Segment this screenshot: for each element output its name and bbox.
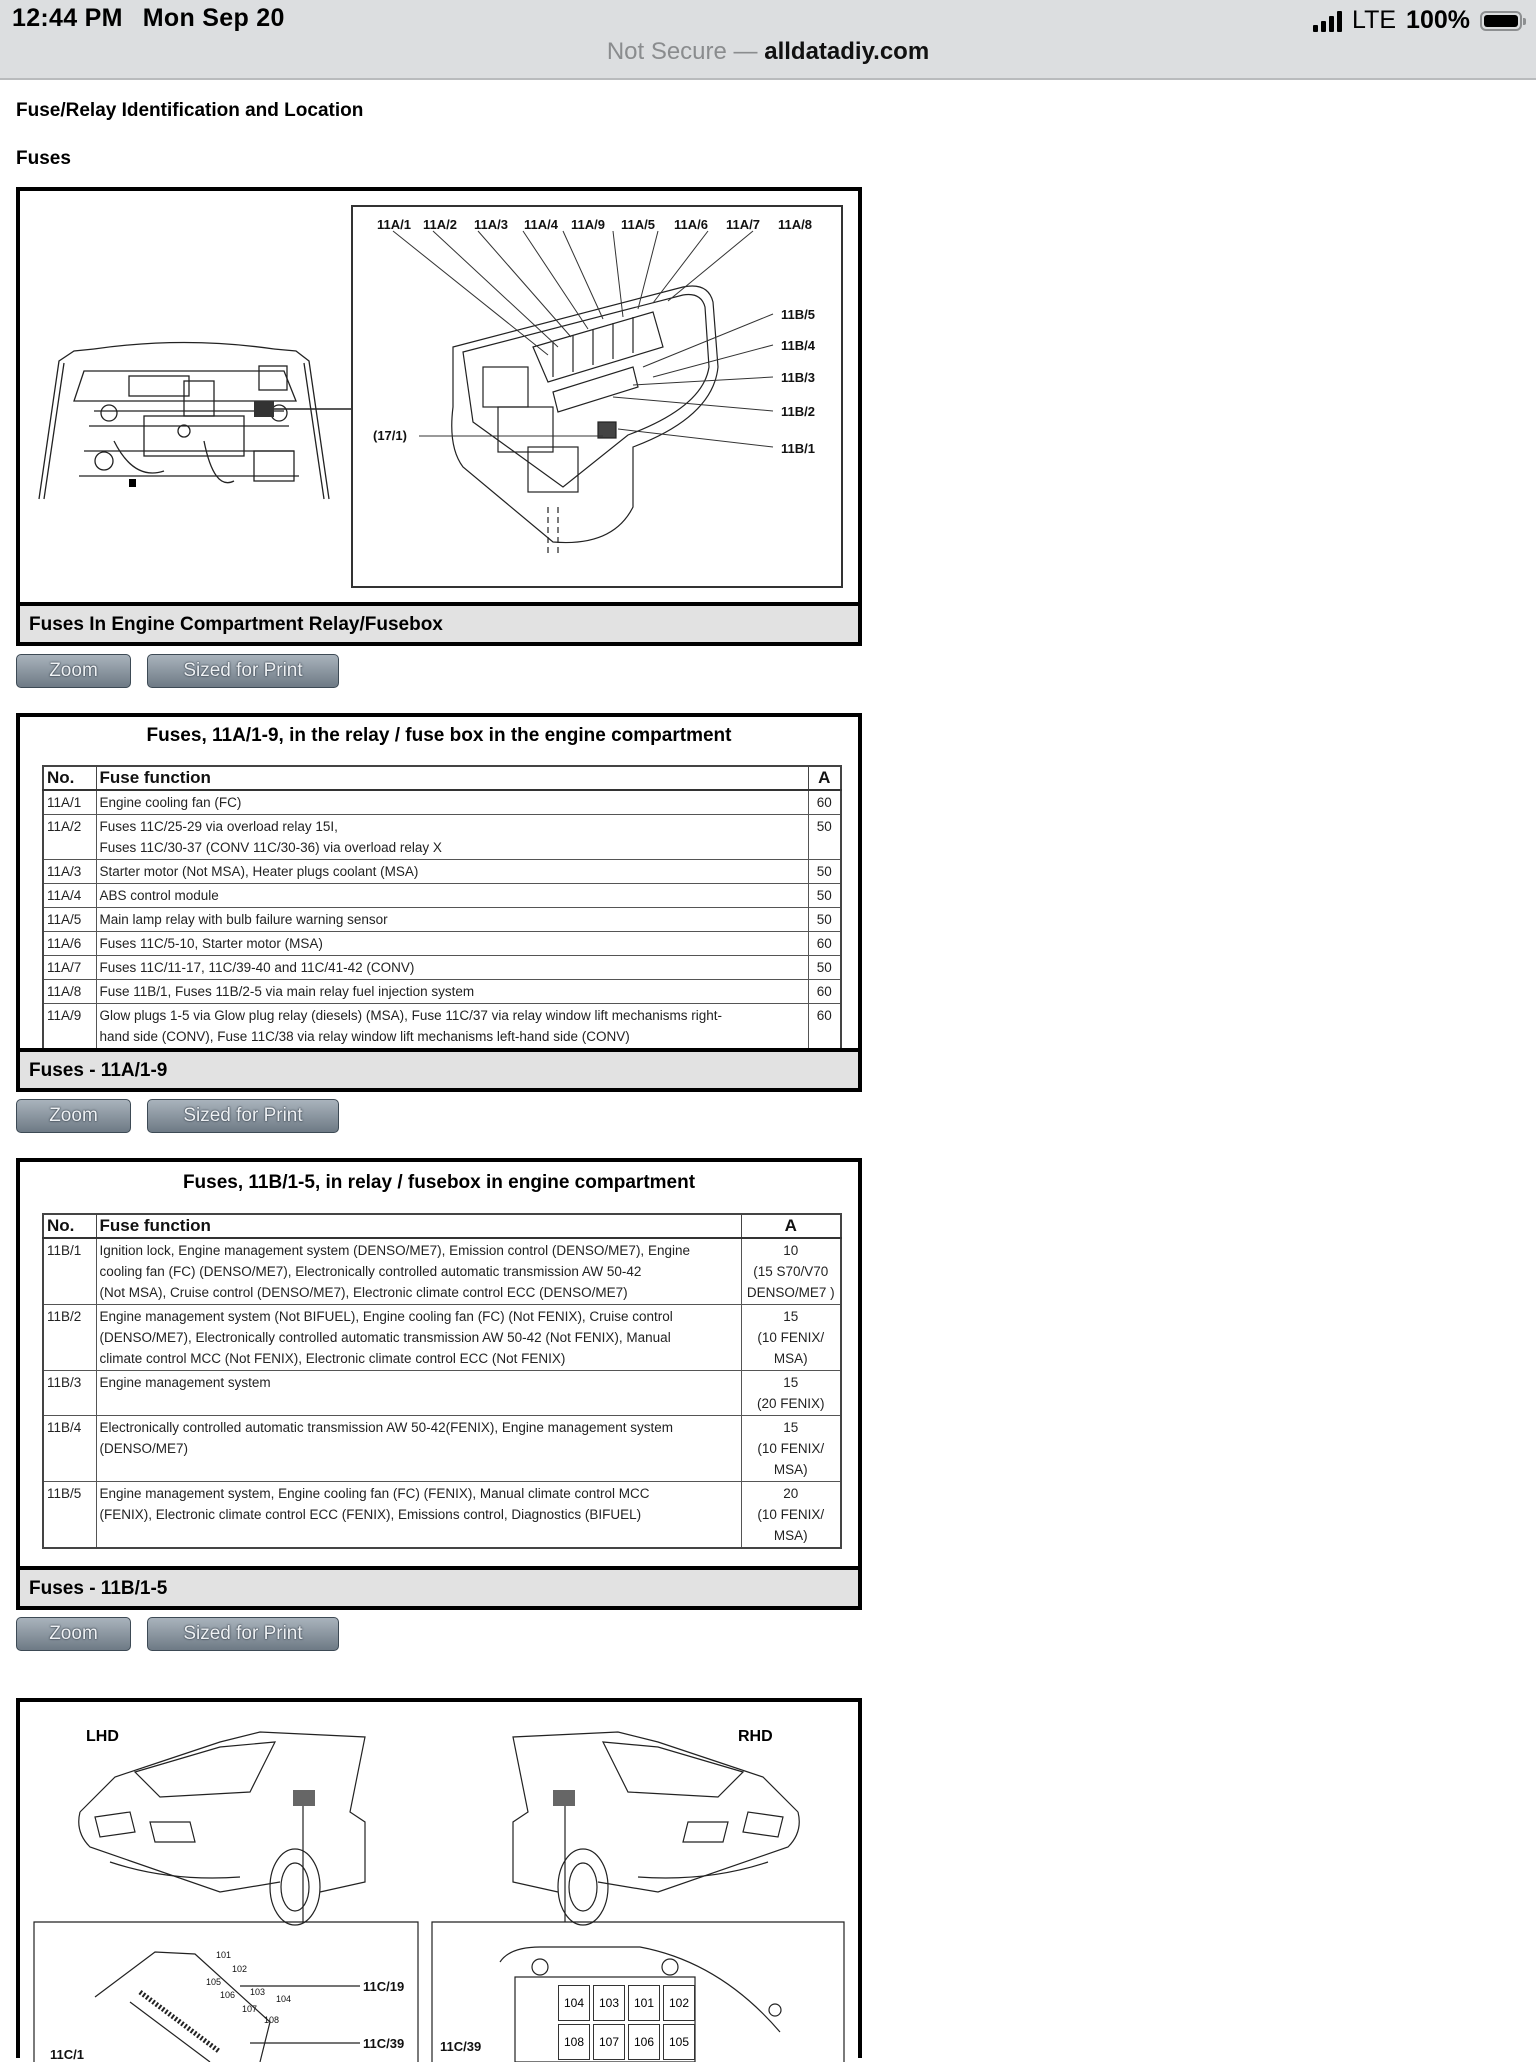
label-11c-1: 11C/1 — [50, 2047, 84, 2062]
fuse-number: 11A/4 — [43, 884, 96, 908]
fuse-number: 11B/5 — [43, 1482, 96, 1549]
fuse-function: Engine cooling fan (FC) — [96, 790, 808, 815]
fuse-amperage: 20 (10 FENIX/ MSA) — [741, 1482, 841, 1549]
figure-fuses-11b — [16, 1158, 862, 1610]
table-row — [43, 815, 841, 860]
fuse-function: Electronically controlled automatic transmission AW 50-42(FENIX), Engine management system (DENSO/ME7) — [96, 1416, 741, 1482]
label-11b-2: 11B/2 — [781, 404, 815, 419]
zoom-button[interactable]: Zoom — [16, 1617, 131, 1651]
figure-fuses-11a — [16, 713, 862, 1092]
header-amps: A — [808, 766, 841, 790]
table-header — [43, 766, 841, 790]
section-title: Fuses — [16, 148, 71, 169]
fuse-number: 11A/7 — [43, 956, 96, 980]
label-11a-1: 11A/1 — [377, 217, 411, 232]
fuse-amperage: 60 — [808, 932, 841, 956]
battery-percent: 100% — [1406, 6, 1470, 34]
label-relay-17-1: (17/1) — [373, 428, 407, 443]
fuse-amperage: 60 — [808, 790, 841, 815]
table-row — [43, 1371, 841, 1416]
fuse-function: Fuses 11C/11-17, 11C/39-40 and 11C/41-42 (CONV) — [96, 956, 808, 980]
status-indicators — [1313, 6, 1522, 35]
rhd-relay: 104 — [558, 1985, 590, 2021]
rhd-relay: 107 — [593, 2024, 625, 2060]
label-11c-39-lhd: 11C/39 — [363, 2036, 405, 2051]
fuse-number: 11B/4 — [43, 1416, 96, 1482]
fuse-function: Ignition lock, Engine management system (DENSO/ME7), Emission control (DENSO/ME7), Engine cooling fan (FC) (DENSO/ME7), Electronically controlled automatic transmission AW 50-42 (Not MSA), Cruise control (DENSO/ME7), Electronic climate control ECC (DENSO/ME7) — [96, 1238, 741, 1305]
label-11a-9: 11A/9 — [571, 217, 605, 232]
battery-icon — [1480, 11, 1522, 31]
label-11b-1: 11B/1 — [781, 441, 815, 456]
label-11a-6: 11A/6 — [674, 217, 708, 232]
header-amps: A — [741, 1214, 841, 1238]
rhd-relay: 105 — [663, 2024, 695, 2060]
header-no: No. — [43, 1214, 96, 1238]
page-title: Fuse/Relay Identification and Location — [16, 100, 364, 121]
label-11a-4: 11A/4 — [524, 217, 558, 232]
label-rhd: RHD — [738, 1728, 773, 1745]
signal-icon — [1313, 10, 1342, 32]
security-warning: Not Secure — — [606, 38, 758, 65]
zoom-button[interactable]: Zoom — [16, 654, 131, 688]
header-function: Fuse function — [96, 766, 808, 790]
fuse-amperage: 60 — [808, 980, 841, 1004]
header-function: Fuse function — [96, 1214, 741, 1238]
label-11a-8: 11A/8 — [778, 217, 812, 232]
browser-status-bar — [0, 0, 1536, 80]
fuse-amperage: 15 (10 FENIX/ MSA) — [741, 1416, 841, 1482]
fuse-number: 11A/5 — [43, 908, 96, 932]
engine-bay-illustration — [34, 331, 354, 511]
label-11a-2: 11A/2 — [423, 217, 457, 232]
table-header — [43, 1214, 841, 1238]
label-11a-7: 11A/7 — [726, 217, 760, 232]
fuse-number: 11A/3 — [43, 860, 96, 884]
fuse-number: 11B/3 — [43, 1371, 96, 1416]
figure-caption: Fuses - 11B/1-5 — [20, 1566, 858, 1606]
figure-actions — [16, 1617, 339, 1651]
figure-caption: Fuses - 11A/1-9 — [20, 1048, 858, 1088]
fuse-amperage: 15 (20 FENIX) — [741, 1371, 841, 1416]
figure-caption: Fuses In Engine Compartment Relay/Fusebox — [20, 602, 858, 642]
lhd-relay-101: 101 — [216, 1950, 232, 1960]
fuse-function: Glow plugs 1-5 via Glow plug relay (diesels) (MSA), Fuse 11C/37 via relay window lift mechanisms right- hand side (CONV), Fuse 11C/38 via relay window lift mechanisms left-hand side (CONV) — [96, 1004, 808, 1050]
table-row — [43, 956, 841, 980]
table-row — [43, 884, 841, 908]
fuse-amperage: 50 — [808, 884, 841, 908]
fuse-amperage: 10 (15 S70/V70 DENSO/ME7 ) — [741, 1238, 841, 1305]
label-11b-3: 11B/3 — [781, 370, 815, 385]
table-row — [43, 908, 841, 932]
rhd-relay: 106 — [628, 2024, 660, 2060]
lhd-relay-103: 103 — [250, 1987, 266, 1997]
fuse-function: Fuse 11B/1, Fuses 11B/2-5 via main relay fuel injection system — [96, 980, 808, 1004]
table-row — [43, 1305, 841, 1371]
status-time-date — [12, 4, 305, 33]
sized-for-print-button[interactable]: Sized for Print — [147, 1617, 339, 1651]
fuse-amperage: 50 — [808, 956, 841, 980]
lhd-relay-105: 105 — [206, 1977, 222, 1987]
label-11b-4: 11B/4 — [781, 338, 815, 353]
lhd-relay-107: 107 — [242, 2004, 258, 2014]
fuse-amperage: 50 — [808, 815, 841, 860]
lhd-relay-108: 108 — [264, 2015, 280, 2025]
address-bar[interactable] — [0, 38, 1536, 66]
rhd-relay-grid — [558, 1985, 695, 2060]
fuse-function: Fuses 11C/5-10, Starter motor (MSA) — [96, 932, 808, 956]
header-no: No. — [43, 766, 96, 790]
fuse-number: 11A/2 — [43, 815, 96, 860]
fuse-function: Fuses 11C/25-29 via overload relay 15I, Fuses 11C/30-37 (CONV 11C/30-36) via overload relay X — [96, 815, 808, 860]
fusebox-closeup — [351, 205, 843, 588]
url-host: alldatadiy.com — [764, 38, 930, 65]
status-time: 12:44 PM — [12, 4, 123, 32]
sized-for-print-button[interactable]: Sized for Print — [147, 654, 339, 688]
label-11c-39-rhd: 11C/39 — [440, 2039, 482, 2054]
fuse-function: Engine management system (Not BIFUEL), Engine cooling fan (FC) (Not FENIX), Cruise control (DENSO/ME7), Electronically controlled automatic transmission AW 50-42 (Not FENIX), Manual climate control MCC (Not FENIX), Electronic climate control ECC (Not FENIX) — [96, 1305, 741, 1371]
table-row — [43, 1416, 841, 1482]
network-type: LTE — [1352, 6, 1397, 34]
fuse-function: Starter motor (Not MSA), Heater plugs coolant (MSA) — [96, 860, 808, 884]
fuse-function: Engine management system — [96, 1371, 741, 1416]
fuse-table-11a — [42, 765, 842, 1050]
fuse-function: ABS control module — [96, 884, 808, 908]
fuse-function: Main lamp relay with bulb failure warning sensor — [96, 908, 808, 932]
fuse-number: 11A/1 — [43, 790, 96, 815]
rhd-relay: 108 — [558, 2024, 590, 2060]
rhd-relay: 103 — [593, 1985, 625, 2021]
lhd-relay-106: 106 — [220, 1990, 236, 2000]
label-lhd: LHD — [86, 1728, 119, 1745]
fuse-number: 11B/1 — [43, 1238, 96, 1305]
status-date: Mon Sep 20 — [142, 4, 285, 32]
label-11a-3: 11A/3 — [474, 217, 508, 232]
table-title: Fuses, 11A/1-9, in the relay / fuse box in the engine compartment — [146, 725, 732, 746]
table-row — [43, 860, 841, 884]
table-row — [43, 980, 841, 1004]
fuse-amperage: 60 — [808, 1004, 841, 1050]
sized-for-print-button[interactable]: Sized for Print — [147, 1099, 339, 1133]
car-illustrations — [20, 1702, 858, 2062]
table-title: Fuses, 11B/1-5, in relay / fusebox in engine compartment — [182, 1172, 696, 1193]
fuse-amperage: 50 — [808, 860, 841, 884]
fuse-number: 11B/2 — [43, 1305, 96, 1371]
rhd-relay: 101 — [628, 1985, 660, 2021]
table-row — [43, 932, 841, 956]
table-row — [43, 1238, 841, 1305]
figure-car-fusebox-location — [16, 1698, 862, 2062]
fuse-function: Engine management system, Engine cooling fan (FC) (FENIX), Manual climate control MCC (FENIX), Electronic climate control ECC (FENIX), Emissions control, Diagnostics (BIFUEL) — [96, 1482, 741, 1549]
lhd-relay-102: 102 — [232, 1964, 248, 1974]
fuse-amperage: 50 — [808, 908, 841, 932]
fuse-amperage: 15 (10 FENIX/ MSA) — [741, 1305, 841, 1371]
figure-actions — [16, 1099, 339, 1133]
fuse-table-11b — [42, 1213, 842, 1549]
label-11b-5: 11B/5 — [781, 307, 815, 322]
rhd-relay: 102 — [663, 1985, 695, 2021]
fusebox-drawing — [353, 207, 841, 586]
table-row — [43, 790, 841, 815]
table-row — [43, 1482, 841, 1549]
label-11c-19: 11C/19 — [363, 1979, 405, 1994]
label-11a-5: 11A/5 — [621, 217, 655, 232]
zoom-button[interactable]: Zoom — [16, 1099, 131, 1133]
fuse-number: 11A/6 — [43, 932, 96, 956]
figure-engine-fusebox — [16, 187, 862, 646]
fuse-number: 11A/9 — [43, 1004, 96, 1050]
lhd-relay-104: 104 — [276, 1994, 292, 2004]
table-row — [43, 1004, 841, 1050]
figure-actions — [16, 654, 339, 688]
fuse-number: 11A/8 — [43, 980, 96, 1004]
